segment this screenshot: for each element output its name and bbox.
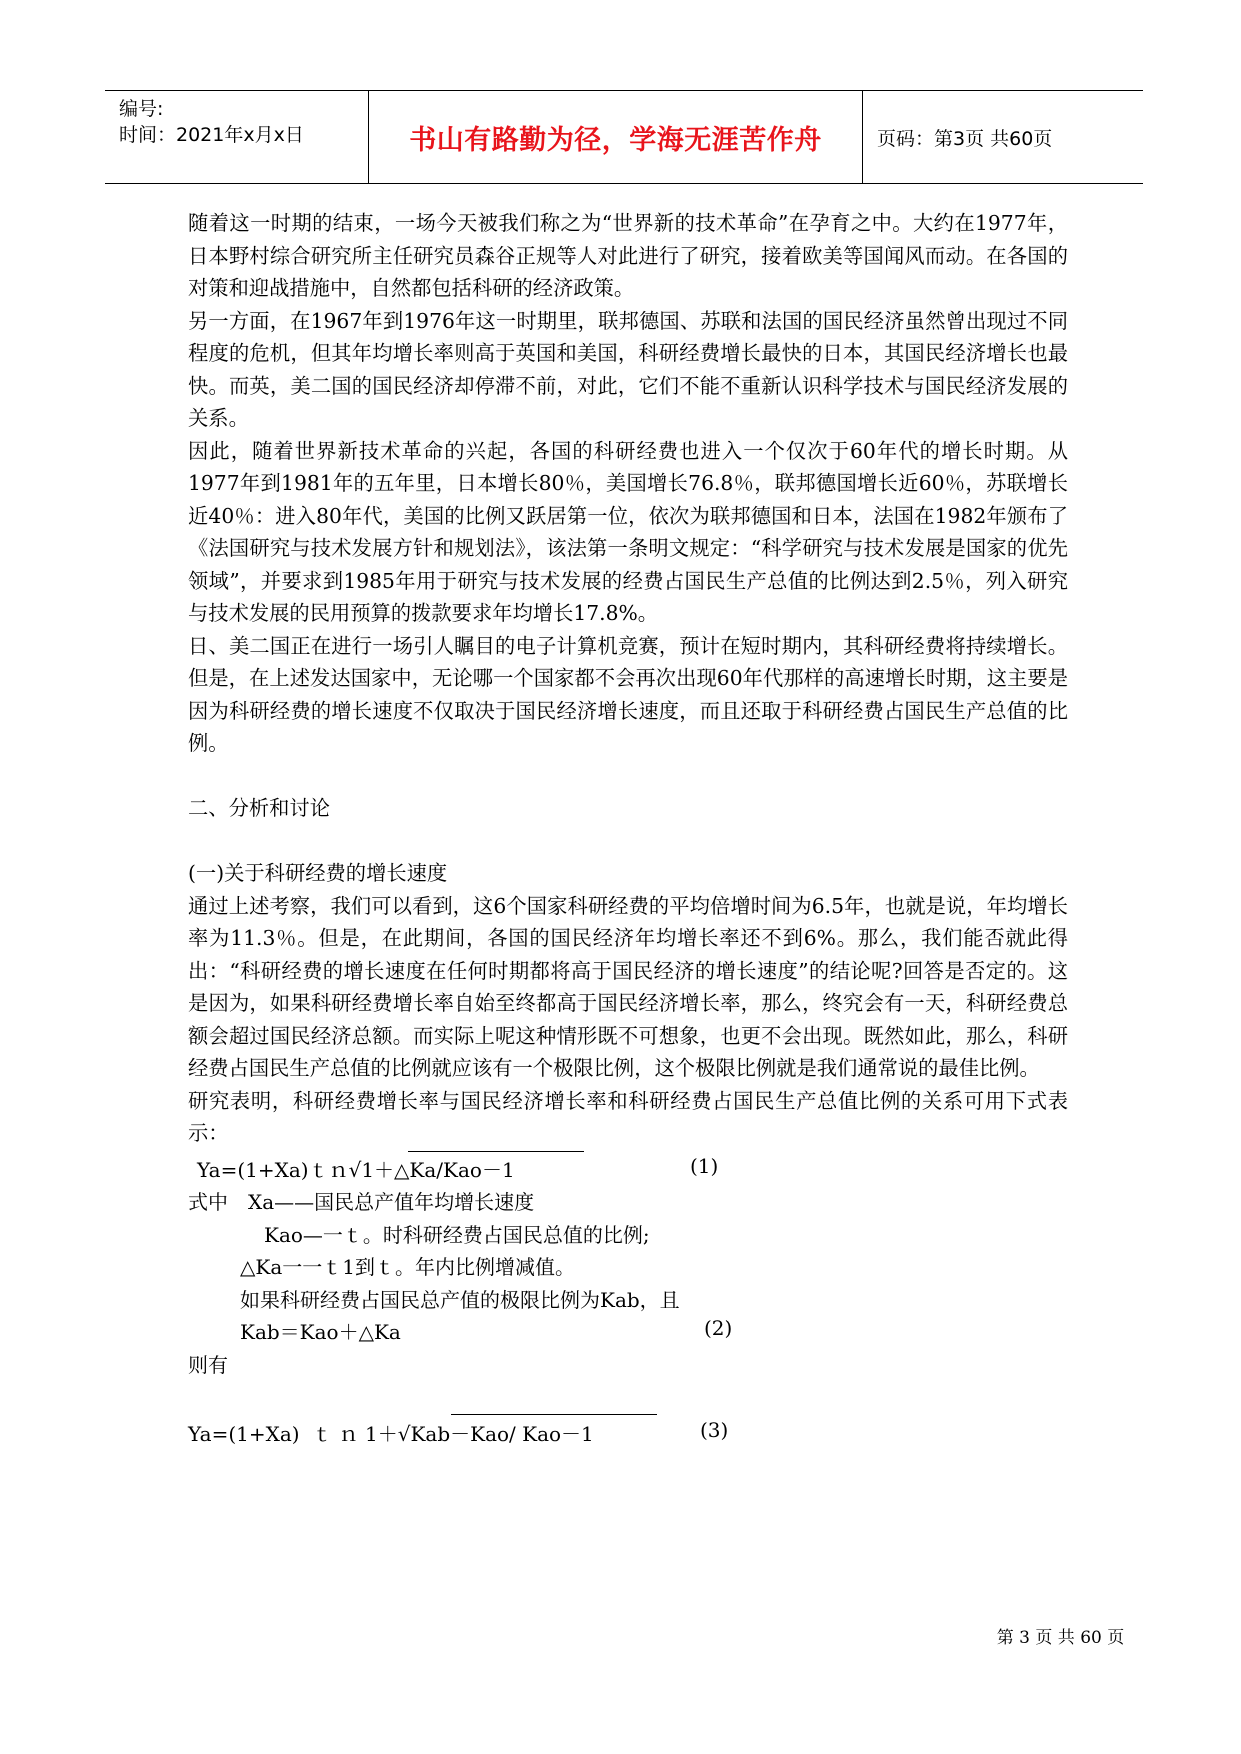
header-motto-cell: [368, 91, 863, 183]
paragraph-6: 研究表明，科研经费增长率与国民经济增长率和科研经费占国民生产总值比例的关系可用下式表示：: [188, 1088, 1068, 1145]
page-header: [105, 90, 1143, 184]
header-left-cell: [105, 91, 368, 183]
document-number-label: 编号:: [119, 98, 164, 120]
paragraph-3: 因此，随着世界新技术革命的兴起，各国的科研经费也进入一个仅次于60年代的增长时期。从1977年到1981年的五年里，日本增长80％，美国增长76.8％，联邦德国增长近60％，苏联增长近40％：进入80年代，美国的比例又跃居第一位，依次为联邦德国和日本，法国在1982年颁布了《法国研究与技术发展方针和规划法》，该法第一条明文规定：“科学研究与技术发展是国家的优先领域”，并要求到1985年用于研究与技术发展的经费占国民生产总值的比例达到2.5％，列入研究与技术发展的民用预算的拨款要求年均增长17.8%。: [188, 438, 1068, 625]
radical-bar-1: [408, 1151, 584, 1152]
page-footer: 第 3 页 共 60 页: [996, 1628, 1125, 1648]
header-right-cell: [863, 91, 1143, 183]
page-count-label: 页码：第3页 共60页: [877, 127, 1053, 150]
paragraph-1: 随着这一时期的结束，一场今天被我们称之为“世界新的技术革命”在孕育之中。大约在1977年，日本野村综合研究所主任研究员森谷正规等人对此进行了研究，接着欧美等国闻风而动。在各国的对策和迎战措施中，自然都包括科研的经济政策。: [188, 211, 1068, 300]
paragraph-5: 通过上述考察，我们可以看到，这6个国家科研经费的平均倍增时间为6.5年，也就是说，年均增长率为11.3％。但是，在此期间，各国的国民经济年均增长率还不到6%。那么，我们能否就此得出：“科研经费的增长速度在任何时期都将高于国民经济的增长速度”的结论呢?回答是否定的。这是因为，如果科研经费增长率自始至终都高于国民经济增长率，那么，终究会有一天，科研经费总额会超过国民经济总额。而实际上呢这种情形既不可想象，也更不会出现。既然如此，那么，科研经费占国民生产总值的比例就应该有一个极限比例，这个极限比例就是我们通常说的最佳比例。: [188, 893, 1068, 1080]
paragraph-2: 另一方面，在1967年到1976年这一时期里，联邦德国、苏联和法国的国民经济虽然曾出现过不同程度的危机，但其年均增长率则高于英国和美国，科研经费增长最快的日本，其国民经济增长也最快。而英，美二国的国民经济却停滞不前，对此，它们不能不重新认识科学技术与国民经济发展的关系。: [188, 308, 1068, 430]
document-time-label: 时间：2021年x月x日: [119, 124, 304, 146]
definition-xa: 式中 Xa——国民总产值年均增长速度: [188, 1190, 535, 1214]
document-body: [188, 207, 1068, 1150]
definition-delta-ka: △Ka一一ｔ1到ｔ。年内比例增减值。: [240, 1255, 575, 1279]
then-label: 则有: [188, 1353, 228, 1377]
definition-kao: Kao—一ｔ。时科研经费占国民总值的比例;: [264, 1223, 650, 1247]
header-motto: 书山有路勤为径，学海无涯苦作舟: [409, 124, 822, 156]
formula-2: Kab＝Kao＋△Ka: [240, 1320, 401, 1344]
definition-kab: 如果科研经费占国民总产值的极限比例为Kab，且: [240, 1288, 680, 1312]
formula-1-number: (1): [690, 1154, 719, 1178]
formula-3-number: (3): [700, 1418, 729, 1442]
radical-bar-3: [451, 1414, 657, 1415]
section-title: 二、分析和讨论: [188, 796, 330, 820]
paragraph-4: 日、美二国正在进行一场引人瞩目的电子计算机竞赛，预计在短时期内，其科研经费将持续增长。但是，在上述发达国家中，无论哪一个国家都不会再次出现60年代那样的高速增长时期，这主要是因为科研经费的增长速度不仅取决于国民经济增长速度，而且还取于科研经费占国民生产总值的比例。: [188, 633, 1068, 755]
subsection-title: (一)关于科研经费的增长速度: [188, 861, 448, 885]
formula-2-number: (2): [704, 1316, 733, 1340]
formula-1: Ya=(1+Xa)ｔｎ√1＋△Ka/Kao－1: [197, 1158, 515, 1182]
formula-3: Ya=(1+Xa) ｔ ｎ 1＋√Kab－Kao/ Kao－1: [188, 1422, 594, 1446]
